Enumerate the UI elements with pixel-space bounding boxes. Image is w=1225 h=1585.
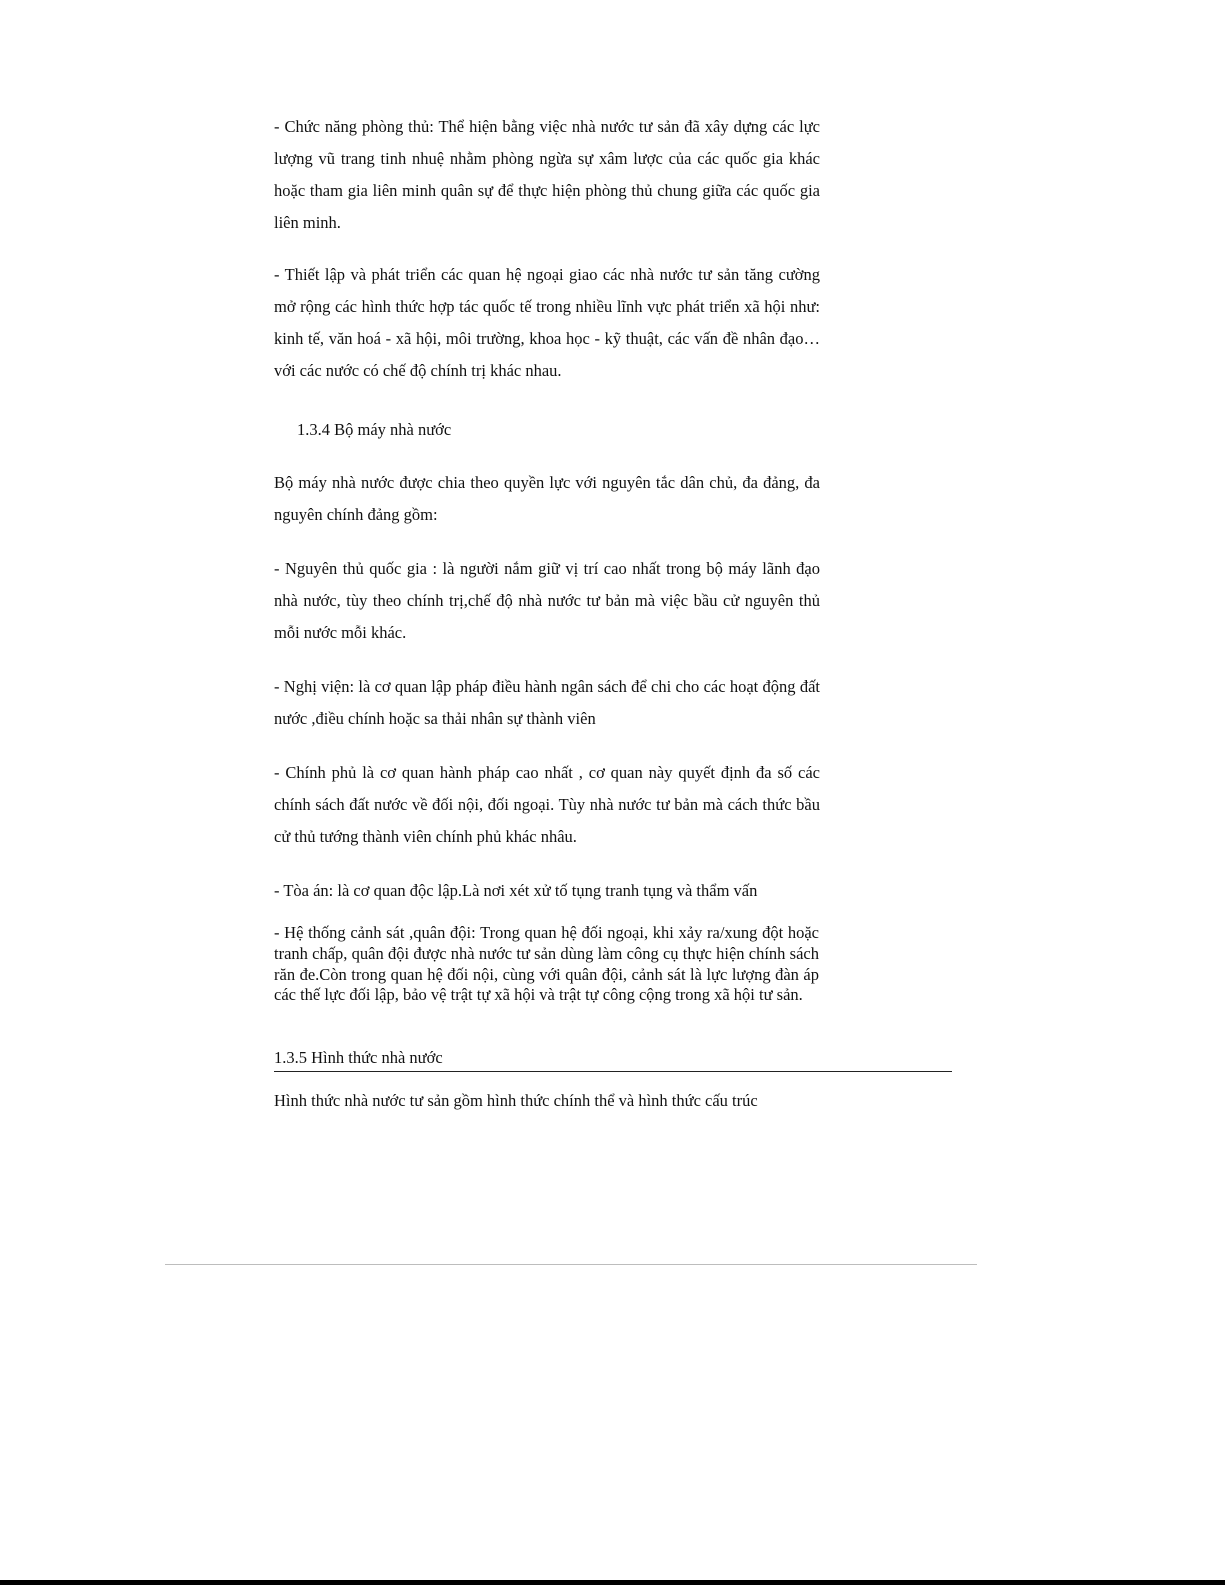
heading-underline-rule (274, 1071, 952, 1072)
paragraph-defense-function: - Chức năng phòng thủ: Thể hiện bằng việc nhà nước tư sản đã xây dựng các lực lượng vũ trang tinh nhuệ nhằm phòng ngừa sự xâm lược của các quốc gia khác hoặc tham gia liên minh quân sự để thực hiện phòng thủ chung giữa các quốc gia liên minh. (274, 117, 820, 232)
paragraph-state-form: Hình thức nhà nước tư sản gồm hình thức chính thể và hình thức cấu trúc (274, 1091, 758, 1110)
paragraph-court: - Tòa án: là cơ quan độc lập.Là nơi xét xử tố tụng tranh tụng và thẩm vấn (274, 881, 758, 900)
bottom-edge-bar (0, 1580, 1225, 1585)
section-heading-state-form: 1.3.5 Hình thức nhà nước (274, 1048, 443, 1067)
paragraph-government: - Chính phủ là cơ quan hành pháp cao nhất , cơ quan này quyết định đa số các chính sách đất nước về đối nội, đối ngoại. Tùy nhà nước tư bản mà cách thức bầu cử thủ tướng thành viên chính phủ khác nhâu. (274, 763, 820, 846)
paragraph-head-of-state: - Nguyên thủ quốc gia : là người nắm giữ vị trí cao nhất trong bộ máy lãnh đạo nhà nước, tùy theo chính trị,chế độ nhà nước tư bản mà việc bầu cử nguyên thủ mỗi nước mỗi khác. (274, 559, 820, 642)
paragraph-apparatus-intro: Bộ máy nhà nước được chia theo quyền lực với nguyên tắc dân chủ, đa đảng, đa nguyên chính đảng gồm: (274, 473, 820, 524)
paragraph-police-military: - Hệ thống cảnh sát ,quân đội: Trong quan hệ đối ngoại, khi xảy ra/xung đột hoặc tranh chấp, quân đội được nhà nước tư sản dùng làm công cụ thực hiện chính sách răn đe.Còn trong quan hệ đối nội, cùng với quân đội, cảnh sát là lực lượng đàn áp các thế lực đối lập, bảo vệ trật tự xã hội và trật tự công cộng trong xã hội tư sản. (274, 923, 819, 1005)
section-heading-state-apparatus: 1.3.4 Bộ máy nhà nước (297, 420, 452, 439)
page-divider-rule (165, 1264, 977, 1265)
paragraph-parliament: - Nghị viện: là cơ quan lập pháp điều hành ngân sách để chi cho các hoạt động đất nước ,điều chính hoặc sa thải nhân sự thành viên (274, 677, 820, 728)
paragraph-foreign-relations: - Thiết lập và phát triển các quan hệ ngoại giao các nhà nước tư sản tăng cường mở rộng các hình thức hợp tác quốc tế trong nhiều lĩnh vực phát triển xã hội như: kinh tế, văn hoá - xã hội, môi trường, khoa học - kỹ thuật, các vấn đề nhân đạo… với các nước có chế độ chính trị khác nhau. (274, 265, 820, 380)
